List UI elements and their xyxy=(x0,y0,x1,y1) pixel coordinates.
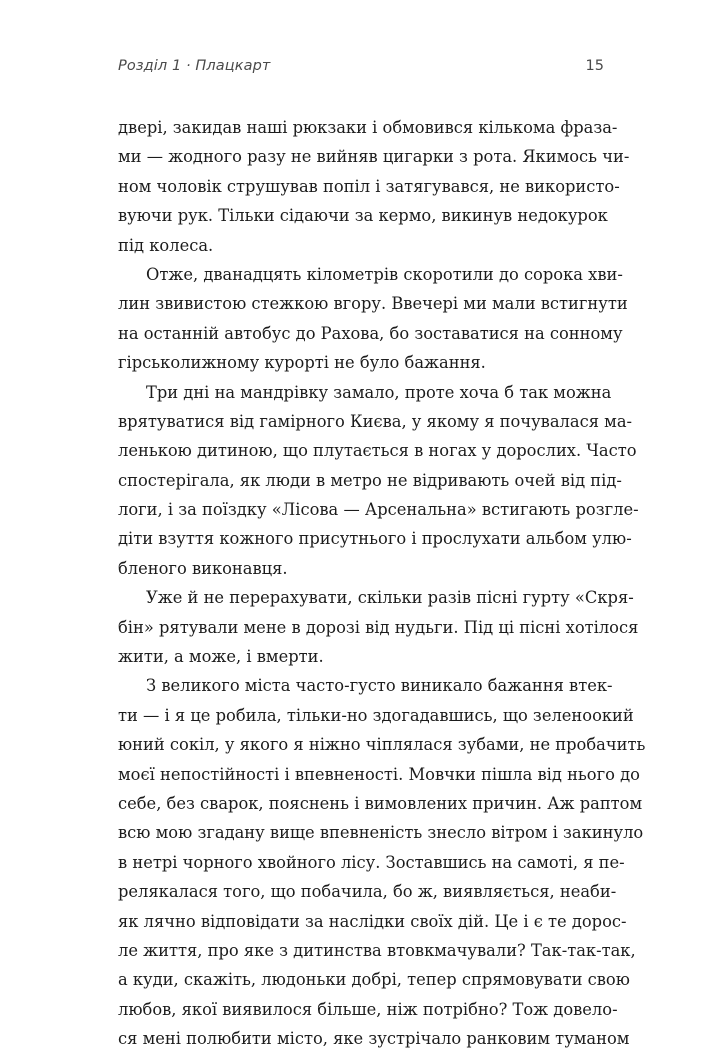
text-line: а куди, скажіть, людоньки добрі, тепер спрямовувати свою xyxy=(118,970,630,990)
text-line: Уже й не перерахувати, скільки разів пісні гурту «Скря- xyxy=(146,588,634,608)
text-line: лин звивистою стежкою вгору. Ввечері ми мали встигнути xyxy=(118,294,628,314)
text-line: релякалася того, що побачила, бо ж, виявляється, неаби- xyxy=(118,882,617,902)
text-line: моєї непостійності і впевненості. Мовчки пішла від нього до xyxy=(118,764,640,784)
text-line: гірськолижному курорті не було бажання. xyxy=(118,353,486,373)
text-line: вуючи рук. Тільки сідаючи за кермо, викинув недокурок xyxy=(118,206,608,226)
text-line: врятуватися від гамірного Києва, у якому я почувалася ма- xyxy=(118,411,633,431)
text-line: двері, закидав наші рюкзаки і обмовився кількома фраза- xyxy=(118,118,618,137)
text-line: бленого виконавця. xyxy=(118,558,288,578)
text-line: ле життя, про яке з дитинства втовкмачували? Так-так-так, xyxy=(118,940,636,960)
text-line: себе, без сварок, пояснень і вимовлених причин. Аж раптом xyxy=(118,793,643,813)
text-line: жити, а може, і вмерти. xyxy=(118,647,324,667)
text-line: З великого міста часто-густо виникало бажання втек- xyxy=(146,676,613,696)
text-line: ном чоловік струшував попіл і затягувався, не використо- xyxy=(118,176,620,196)
text-line: діти взуття кожного присутнього і прослухати альбом улю- xyxy=(118,529,632,549)
text-line: на останній автобус до Рахова, бо зоставатися на сонному xyxy=(118,323,623,343)
text-line: під колеса. xyxy=(118,235,214,255)
running-header xyxy=(118,58,606,80)
text-line: спостерігала, як люди в метро не відривають очей від під- xyxy=(118,470,622,490)
text-line: Отже, дванадцять кілометрів скоротили до сорока хви- xyxy=(146,264,623,284)
page-number: 15 xyxy=(585,58,604,74)
text-line: ми — жодного разу не вийняв цигарки з рота. Якимось чи- xyxy=(118,147,630,167)
text-line: ти — і я це робила, тільки-но здогадавшись, що зеленоокий xyxy=(118,705,634,725)
text-line: в нетрі чорного хвойного лісу. Зоставшись на самоті, я пе- xyxy=(118,852,625,872)
text-line: любов, якої виявилося більше, ніж потрібно? Тож довело- xyxy=(118,999,618,1019)
chapter-title: Розділ 1 · Плацкарт xyxy=(118,58,271,74)
text-line: Три дні на мандрівку замало, проте хоча б так можна xyxy=(146,382,612,402)
text-line: ся мені полюбити місто, яке зустрічало ранковим туманом xyxy=(118,1029,630,1049)
text-line: як лячно відповідати за наслідки своїх дій. Це і є те дорос- xyxy=(118,911,627,931)
text-line: бін» рятували мене в дорозі від нудьги. Під ці пісні хотілося xyxy=(118,617,639,637)
text-line: логи, і за поїздку «Лісова — Арсенальна» встигають розгле- xyxy=(118,500,639,520)
text-line: всю мою згадану вище впевненість знесло вітром і закинуло xyxy=(118,823,644,843)
body-text xyxy=(118,113,646,1054)
text-line: ленькою дитиною, що плутається в ногах у дорослих. Часто xyxy=(118,441,637,461)
text-line: юний сокіл, у якого я ніжно чіплялася зубами, не пробачить xyxy=(118,735,646,755)
